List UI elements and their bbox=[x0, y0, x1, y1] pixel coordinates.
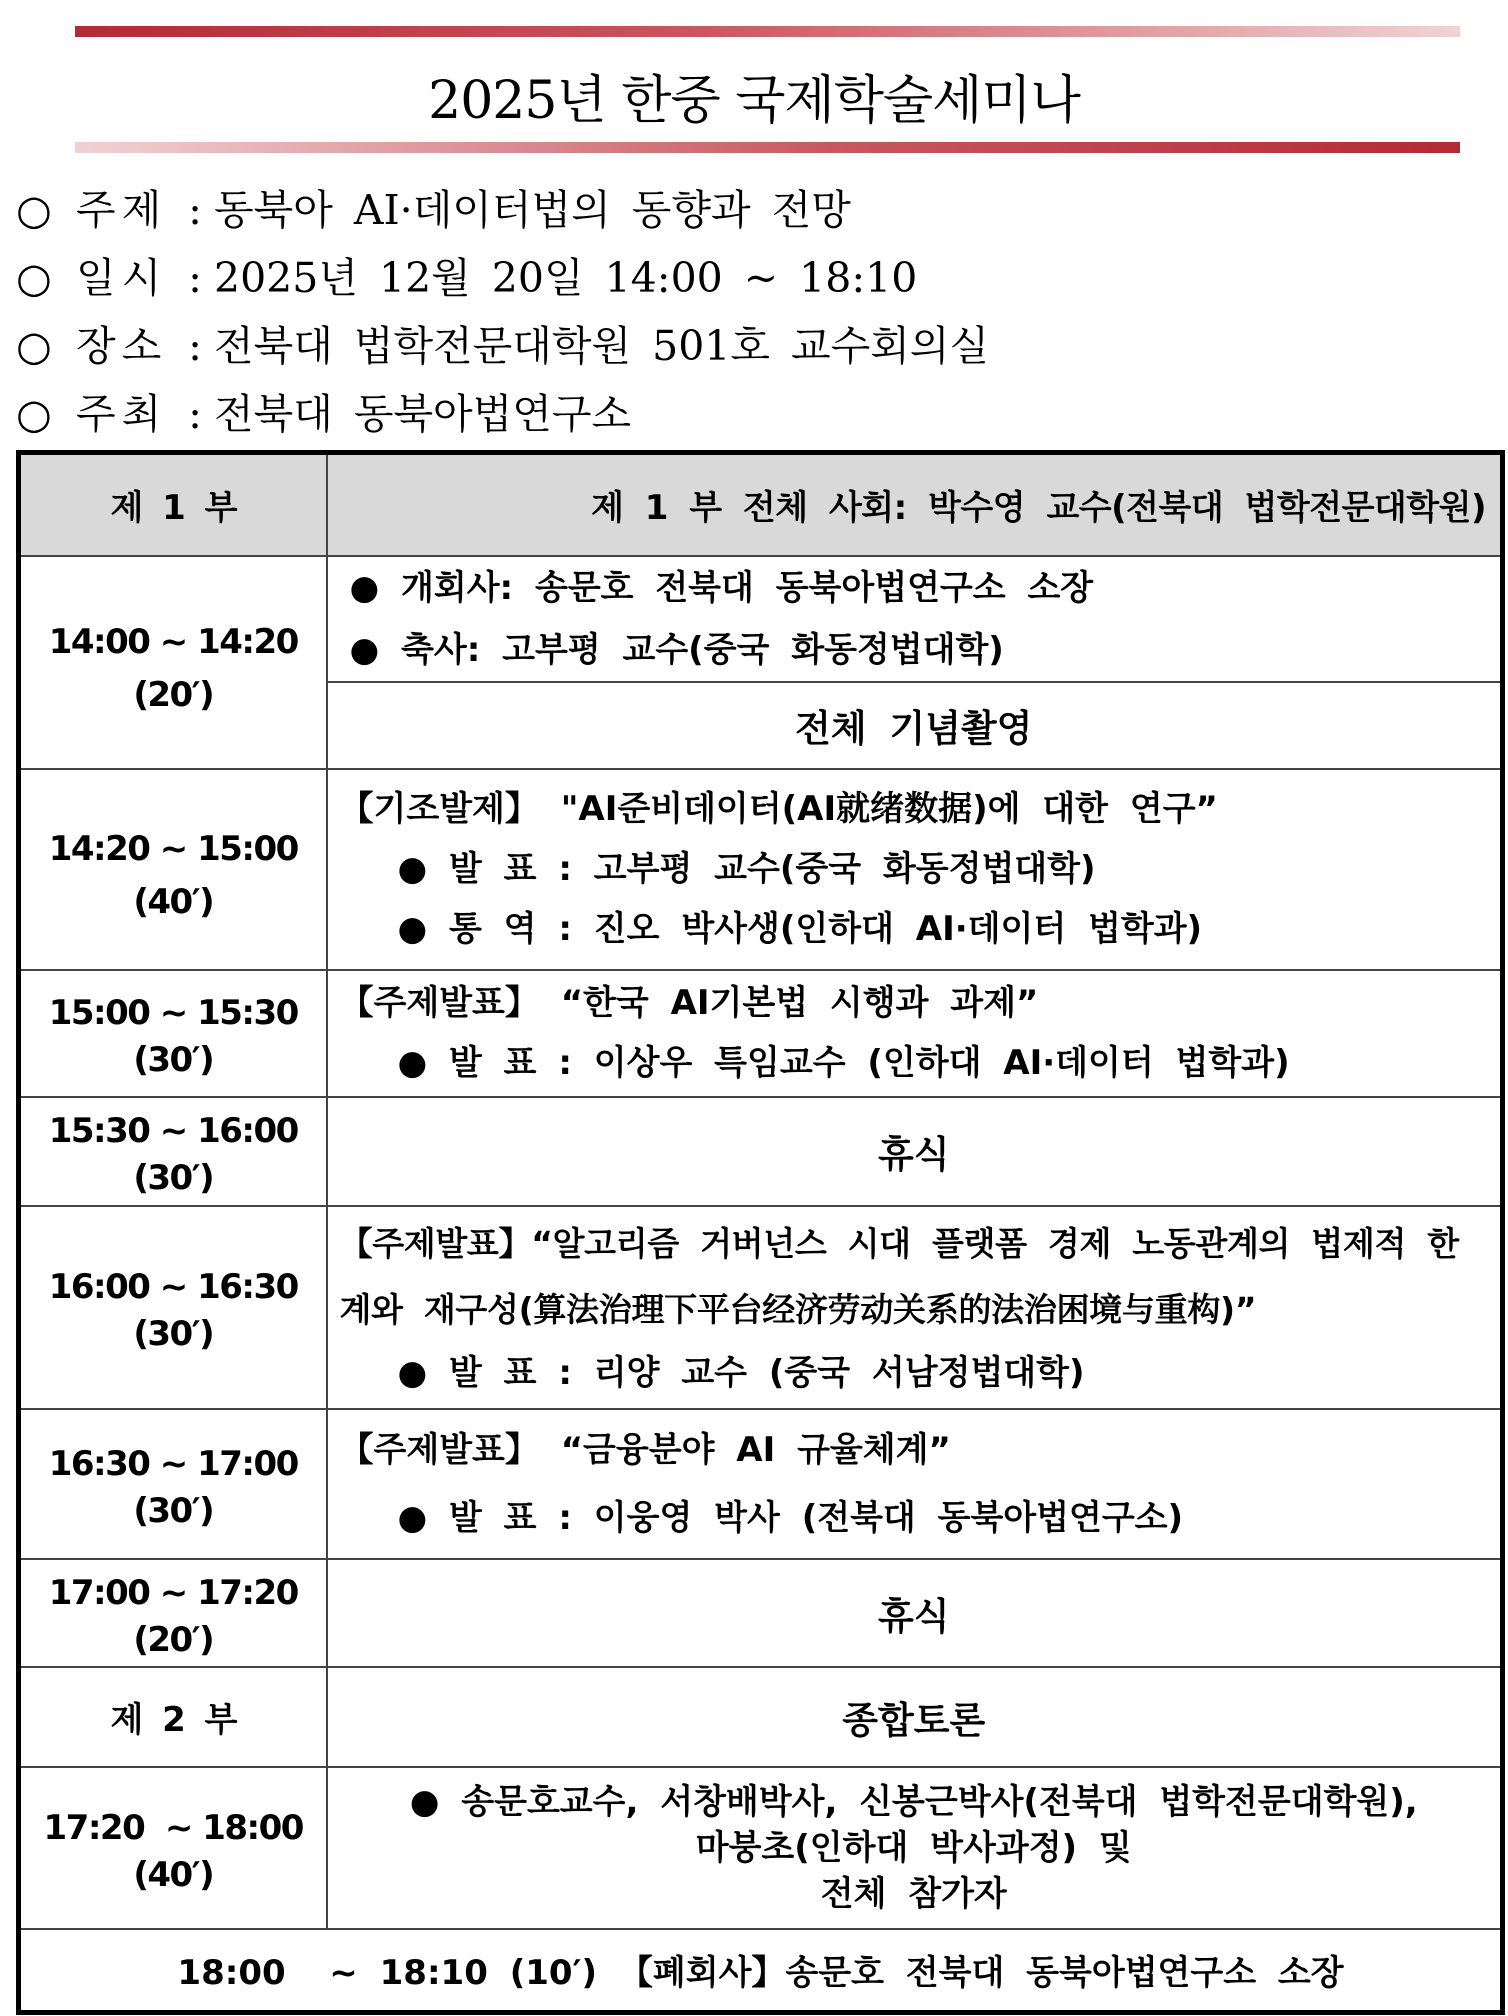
time-range: 17:00 ~ 17:20 bbox=[48, 1572, 298, 1613]
duration: (40′) bbox=[133, 882, 214, 922]
session-host: 제 1 부 전체 사회: 박수영 교수(전북대 법학전문대학원) bbox=[327, 453, 1503, 556]
info-value: 동북아 AI·데이터법의 동향과 전망 bbox=[214, 186, 851, 234]
program-cell bbox=[327, 769, 1503, 970]
time-range: 15:00 ~ 15:30 bbox=[48, 993, 298, 1033]
schedule-table bbox=[16, 450, 1505, 2015]
info-separator: : bbox=[188, 390, 202, 438]
info-separator: : bbox=[188, 186, 202, 234]
presentation-title: 【주제발표】“알고리즘 거버넌스 시대 플랫폼 경제 노동관계의 법제적 한계와 재구성(算法治理下平台经济劳动关系的法治困境与重构)” bbox=[339, 1224, 1459, 1329]
info-label: 일시 bbox=[76, 254, 168, 302]
table-header-row bbox=[19, 453, 1503, 556]
table-row bbox=[19, 1206, 1503, 1409]
info-item-host bbox=[16, 384, 1496, 452]
time-range: 16:00 ~ 16:30 bbox=[48, 1267, 298, 1307]
presenter: ● 발 표 : 고부평 교수(중국 화동정법대학) bbox=[397, 849, 1096, 889]
interpreter: ● 통 역 : 진오 박사생(인하대 AI·데이터 법학과) bbox=[397, 909, 1203, 949]
info-separator: : bbox=[188, 322, 202, 370]
table-row bbox=[19, 1409, 1503, 1559]
program-cell bbox=[327, 1206, 1503, 1409]
circle-bullet-icon: ○ bbox=[16, 186, 52, 234]
time-cell bbox=[19, 1559, 327, 1667]
page-title: 2025년 한중 국제학술세미나 bbox=[428, 71, 1080, 131]
opening-remarks: ● 개회사: 송문호 전북대 동북아법연구소 소장 bbox=[349, 567, 1094, 608]
program-cell bbox=[327, 970, 1503, 1097]
keynote-title: 【기조발제】 "AI준비데이터(AI就绪数据)에 대한 연구” bbox=[339, 789, 1218, 829]
presenter: ● 발 표 : 리양 교수 (중국 서남정법대학) bbox=[397, 1353, 1085, 1393]
break-label: 휴식 bbox=[327, 1097, 1503, 1206]
part-label: 제 2 부 bbox=[19, 1667, 327, 1767]
info-list bbox=[16, 180, 1496, 452]
info-item-topic bbox=[16, 180, 1496, 248]
time-cell bbox=[19, 970, 327, 1097]
duration: (30′) bbox=[133, 1040, 214, 1080]
info-item-venue bbox=[16, 316, 1496, 384]
time-range: 15:30 ~ 16:00 bbox=[48, 1111, 298, 1151]
congratulatory-remarks: ● 축사: 고부평 교수(중국 화동정법대학) bbox=[349, 629, 1004, 670]
all-participants: 전체 참가자 bbox=[820, 1873, 1007, 1914]
table-row bbox=[19, 1559, 1503, 1667]
duration: (40′) bbox=[133, 1854, 214, 1895]
part-label: 제 1 부 bbox=[19, 453, 327, 556]
presenter: ● 발 표 : 이웅영 박사 (전북대 동북아법연구소) bbox=[397, 1497, 1184, 1538]
duration: (20′) bbox=[133, 1619, 214, 1660]
table-row bbox=[19, 1767, 1503, 1929]
info-label: 장소 bbox=[76, 322, 168, 370]
presenter: ● 발 표 : 이상우 특임교수 (인하대 AI·데이터 법학과) bbox=[397, 1043, 1290, 1083]
bottom-decorative-bar bbox=[75, 142, 1460, 153]
program-cell bbox=[327, 1767, 1503, 1929]
info-label: 주제 bbox=[76, 186, 168, 234]
time-cell bbox=[19, 1206, 327, 1409]
table-row bbox=[19, 1667, 1503, 1767]
time-range: 16:30 ~ 17:00 bbox=[48, 1443, 298, 1484]
discussant-list: ● 송문호교수, 서창배박사, 신봉근박사(전북대 법학전문대학원), bbox=[409, 1781, 1418, 1822]
duration: (30′) bbox=[133, 1490, 214, 1531]
closing-row bbox=[19, 1929, 1503, 2013]
time-cell bbox=[19, 556, 327, 769]
time-cell bbox=[19, 1409, 327, 1559]
time-range: 14:20 ~ 15:00 bbox=[48, 829, 298, 869]
closing-remarks: 18:00 ~ 18:10 (10′) 【폐회사】송문호 전북대 동북아법연구소 소장 bbox=[19, 1929, 1503, 2013]
info-value: 2025년 12월 20일 14:00 ~ 18:10 bbox=[214, 254, 918, 302]
discussion-label: 종합토론 bbox=[327, 1667, 1503, 1767]
table-row bbox=[19, 769, 1503, 970]
break-label: 휴식 bbox=[327, 1559, 1503, 1667]
presentation-title: 【주제발표】 “한국 AI기본법 시행과 과제” bbox=[339, 983, 1039, 1023]
duration: (20′) bbox=[133, 675, 214, 715]
time-cell bbox=[19, 1767, 327, 1929]
info-value: 전북대 법학전문대학원 501호 교수회의실 bbox=[214, 322, 990, 370]
top-decorative-bar bbox=[75, 26, 1460, 37]
time-range: 17:20 ~ 18:00 bbox=[43, 1807, 303, 1848]
circle-bullet-icon: ○ bbox=[16, 390, 52, 438]
duration: (30′) bbox=[133, 1314, 214, 1354]
program-cell bbox=[327, 1409, 1503, 1559]
info-separator: : bbox=[188, 254, 202, 302]
presentation-title: 【주제발표】 “금융분야 AI 규율체계” bbox=[339, 1429, 951, 1470]
table-row bbox=[19, 556, 1503, 682]
info-item-datetime bbox=[16, 248, 1496, 316]
info-label: 주최 bbox=[76, 390, 168, 438]
discussant-list-2: 마붕초(인하대 박사과정) 및 bbox=[695, 1827, 1132, 1868]
time-cell bbox=[19, 1097, 327, 1206]
info-value: 전북대 동북아법연구소 bbox=[214, 390, 632, 438]
time-cell bbox=[19, 769, 327, 970]
group-photo: 전체 기념촬영 bbox=[327, 682, 1503, 769]
program-cell bbox=[327, 556, 1503, 682]
table-row bbox=[19, 1097, 1503, 1206]
time-range: 14:00 ~ 14:20 bbox=[48, 622, 298, 662]
duration: (30′) bbox=[133, 1158, 214, 1198]
table-row bbox=[19, 970, 1503, 1097]
circle-bullet-icon: ○ bbox=[16, 322, 52, 370]
circle-bullet-icon: ○ bbox=[16, 254, 52, 302]
